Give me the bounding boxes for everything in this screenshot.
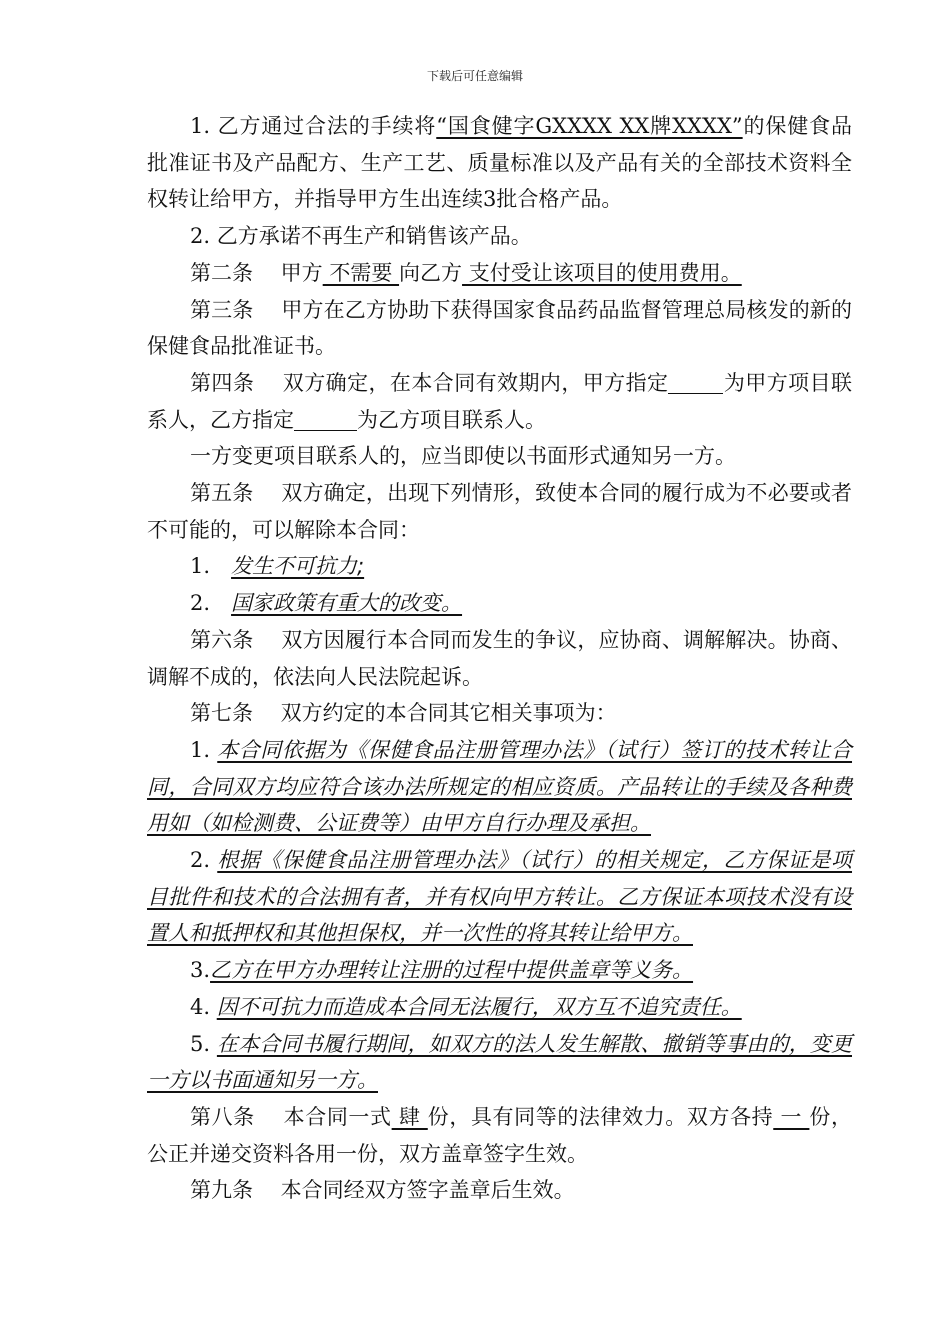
text: 的保健食品批准证书及产品配方、生产工艺、质量标准以及产品有关的全部技术资料全权转让给甲方，并指导甲方生出连续3批合格产品。 — [147, 114, 852, 212]
text: 第四条 双方确定，在本合同有效期内，甲方指定 — [190, 370, 669, 395]
article-5-item-2 — [147, 585, 852, 622]
article-7: 第七条 双方约定的本合同其它相关事项为： — [190, 701, 617, 726]
clause-1-item-2: 2. 乙方承诺不再生产和销售该产品。 — [190, 224, 532, 249]
article-3: 第三条 甲方在乙方协助下获得国家食品药品监督管理总局核发的新的保健食品批准证书。 — [147, 297, 852, 359]
text: 为乙方项目联系人。 — [357, 407, 546, 432]
blank-field-party-a-contact[interactable] — [668, 369, 723, 394]
article-5-item-1 — [147, 548, 852, 585]
article-7-item-1 — [147, 732, 852, 842]
filled-field: 国家政策有重大的改变。 — [231, 591, 463, 616]
article-7-item-2 — [147, 842, 852, 952]
text: 份，具有同等的法律效力。双方各持 — [427, 1104, 774, 1129]
article-9: 第九条 本合同经双方签字盖章后生效。 — [190, 1178, 575, 1203]
blank-field-party-b-contact[interactable] — [294, 406, 357, 431]
article-5: 第五条 双方确定，出现下列情形，致使本合同的履行成为不必要或者不可能的，可以解除本合同： — [147, 481, 852, 542]
text: 为甲方项目联系人，乙方指定 — [147, 370, 853, 432]
article-7-item-3 — [147, 952, 852, 989]
article-4-note: 一方变更项目联系人的，应当即使以书面形式通知另一方。 — [190, 444, 736, 469]
item-number: 5. — [190, 1031, 217, 1056]
text: 向乙方 — [399, 260, 463, 285]
item-number: 1. — [190, 737, 218, 762]
text: 1. 乙方通过合法的手续将 — [190, 114, 437, 138]
item-number: 4. — [190, 994, 217, 1019]
article-4 — [147, 365, 852, 438]
text: 第二条 甲方 — [190, 260, 323, 285]
item-number: 3. — [190, 958, 211, 983]
filled-field: 在本合同书履行期间，如双方的法人发生解散、撤销等事由的，变更一方以书面通知另一方。 — [147, 1031, 852, 1093]
filled-field: 本合同依据为《保健食品注册管理办法》（试行）签订的技术转让合同，合同双方均应符合该办法所规定的相应资质。产品转让的手续及各种费用如（如检测费、公证费等）由甲方自行办理及承担。 — [147, 737, 853, 836]
article-7-item-4 — [147, 989, 852, 1026]
filled-field: 发生不可抗力; — [231, 554, 365, 579]
copies-each: 一 — [773, 1104, 810, 1129]
filled-field: 支付受让该项目的使用费用。 — [462, 260, 742, 285]
filled-field: 根据《保健食品注册管理办法》（试行）的相关规定，乙方保证是项目批件和技术的合法拥有者，并有权向甲方转让。乙方保证本项技术没有设置人和抵押权和其他担保权，并一次性的将其转让给甲方。 — [147, 848, 853, 946]
filled-field: 不需要 — [322, 260, 400, 285]
item-number: 1. — [190, 554, 232, 579]
item-number: 2. — [190, 591, 232, 616]
clause-1-item-1 — [147, 108, 852, 218]
contract-body — [147, 108, 852, 1209]
article-2 — [147, 255, 852, 292]
text: 第八条 本合同一式 — [190, 1104, 392, 1129]
text: 份，公正并递交资料各用一份，双方盖章签字生效。 — [147, 1104, 852, 1166]
approval-number: “国食健字GXXXX XX牌XXXX” — [436, 114, 743, 138]
article-8 — [147, 1099, 852, 1172]
filled-field: 因不可抗力而造成本合同无法履行，双方互不追究责任。 — [216, 994, 742, 1019]
copies-count: 肆 — [391, 1104, 428, 1129]
item-number: 2. — [190, 848, 218, 873]
filled-field: 乙方在甲方办理转让注册的过程中提供盖章等义务。 — [210, 958, 694, 983]
article-6: 第六条 双方因履行本合同而发生的争议，应协商、调解解决。协商、调解不成的，依法向人民法院起诉。 — [147, 627, 852, 689]
article-7-item-5 — [147, 1026, 852, 1099]
page-header: 下载后可任意编辑 — [426, 69, 523, 83]
